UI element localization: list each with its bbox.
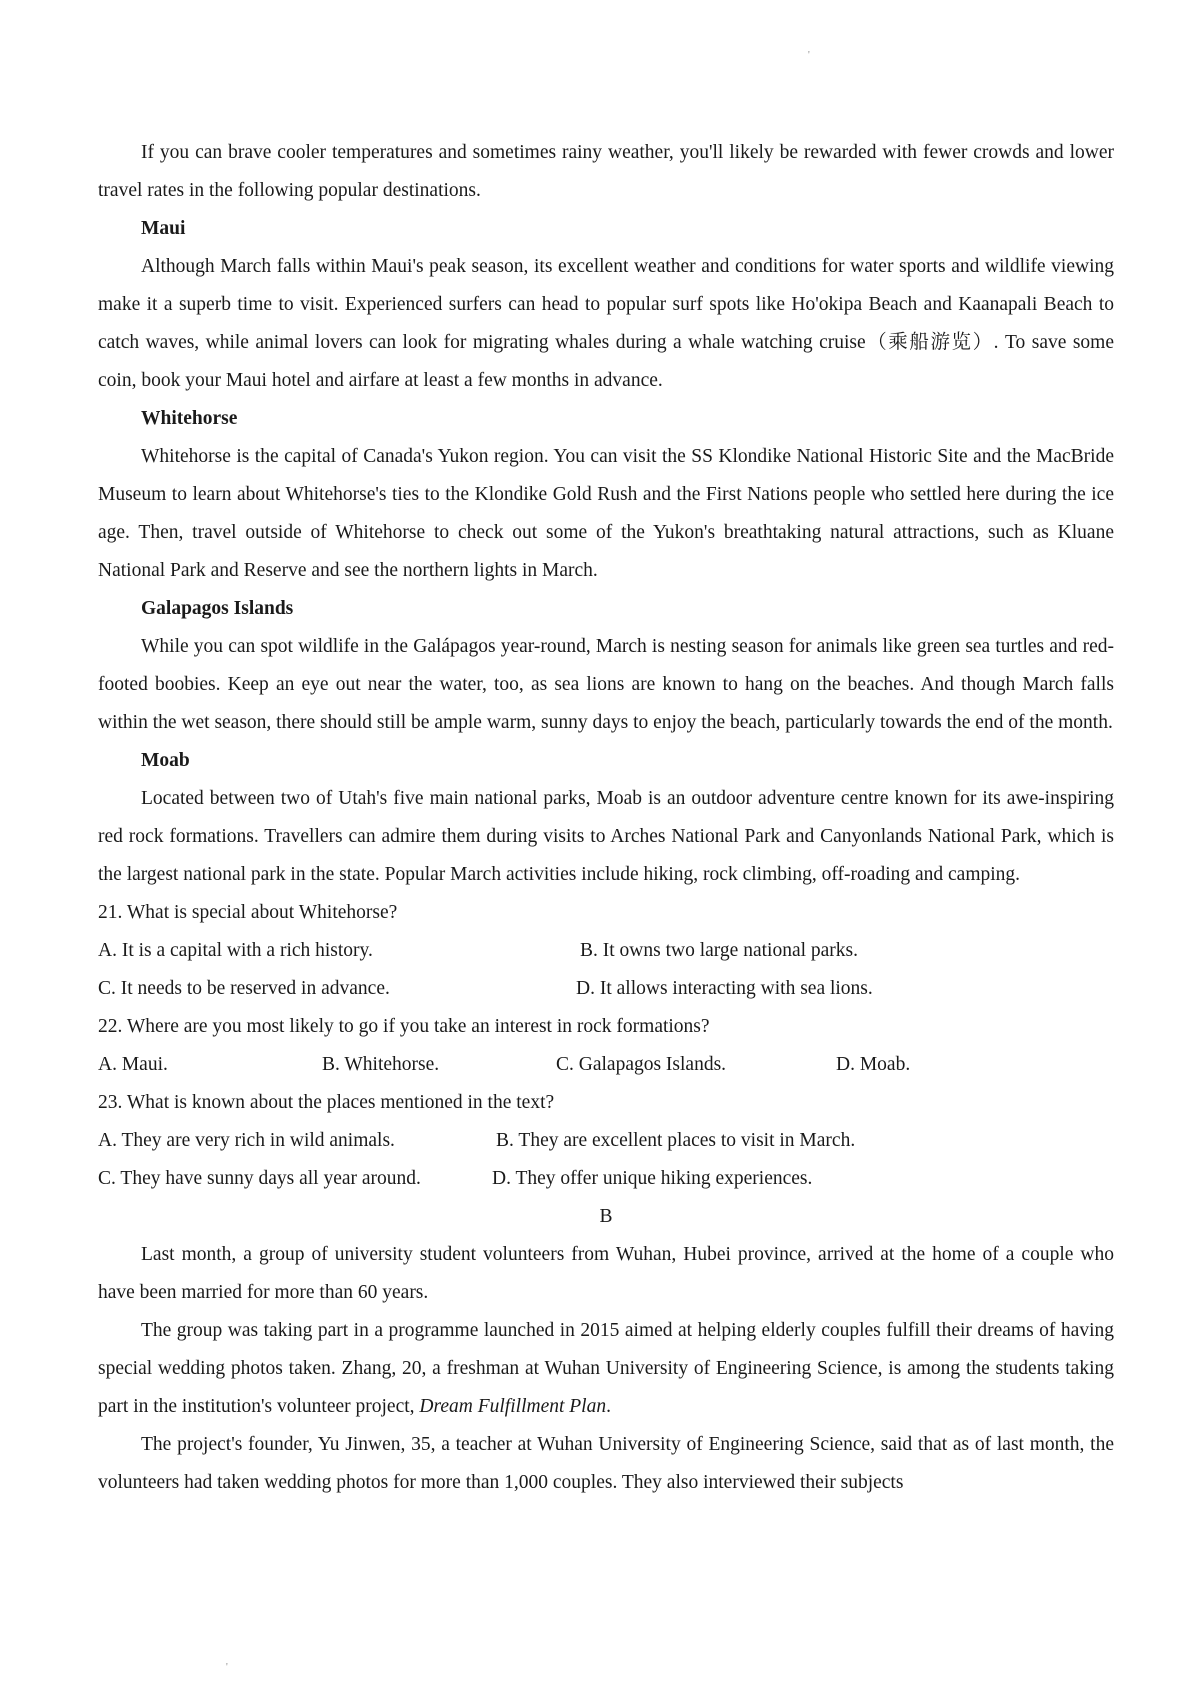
question-21-options-row2 xyxy=(98,970,1114,1008)
section-b-paragraph-2-end: . xyxy=(606,1396,611,1417)
question-21-stem: 21. What is special about Whitehorse? xyxy=(98,902,398,923)
section-b-paragraph-1: Last month, a group of university student volunteers from Wuhan, Hubei province, arrived at the home of a couple who have been married for more than 60 years. xyxy=(98,1244,1114,1303)
question-21-option-b: B. It owns two large national parks. xyxy=(580,940,859,961)
question-23-option-c: C. They have sunny days all year around. xyxy=(98,1168,421,1189)
scan-mark: ' xyxy=(808,50,810,61)
question-21-option-d: D. It allows interacting with sea lions. xyxy=(576,978,873,999)
section-b-label: B xyxy=(599,1206,613,1227)
question-22-option-c: C. Galapagos Islands. xyxy=(556,1054,727,1075)
question-21-options-row1 xyxy=(98,932,1114,970)
heading-moab: Moab xyxy=(141,750,190,771)
scan-mark-bottom: ' xyxy=(226,1662,228,1673)
question-23-options-row2 xyxy=(98,1160,1114,1198)
question-22-option-a: A. Maui. xyxy=(98,1054,168,1075)
section-b-paragraph-2-main: The group was taking part in a programme launched in 2015 aimed at helping elderly couples fulfill their dreams of having special wedding photos taken. Zhang, 20, a freshman at Wuhan University of Engineering Science, is among the students taking part in the institution's volunteer project, xyxy=(98,1320,1114,1417)
section-b-paragraph-3: The project's founder, Yu Jinwen, 35, a teacher at Wuhan University of Engineering Science, said that as of last month, the volunteers had taken wedding photos for more than 1,000 couples. They also interviewed their subjects xyxy=(98,1434,1114,1493)
section-b-paragraph-2 xyxy=(98,1312,1114,1426)
paragraph-galapagos: While you can spot wildlife in the Galápagos year-round, March is nesting season for animals like green sea turtles and red-footed boobies. Keep an eye out near the water, too, as sea lions are known to hang on the beaches. And though March falls within the wet season, there should still be ample warm, sunny days to enjoy the beach, particularly towards the end of the month. xyxy=(98,636,1114,733)
document-page xyxy=(98,134,1114,1502)
question-22-stem: 22. Where are you most likely to go if you take an interest in rock formations? xyxy=(98,1016,710,1037)
paragraph-maui: Although March falls within Maui's peak season, its excellent weather and conditions for water sports and wildlife viewing make it a superb time to visit. Experienced surfers can head to popular surf spots like Ho'okipa Beach and Kaanapali Beach to catch waves, while animal lovers can look for migrating whales during a whale watching cruise（乘船游览）. To save some coin, book your Maui hotel and airfare at least a few months in advance. xyxy=(98,256,1114,391)
question-22-option-b: B. Whitehorse. xyxy=(322,1054,440,1075)
heading-galapagos: Galapagos Islands xyxy=(141,598,294,619)
heading-whitehorse: Whitehorse xyxy=(141,408,238,429)
question-23-option-d: D. They offer unique hiking experiences. xyxy=(492,1168,813,1189)
question-21-option-c: C. It needs to be reserved in advance. xyxy=(98,978,390,999)
project-title: Dream Fulfillment Plan xyxy=(419,1396,607,1417)
question-23-stem: 23. What is known about the places mentioned in the text? xyxy=(98,1092,555,1113)
question-23-options-row1 xyxy=(98,1122,1114,1160)
question-23-option-a: A. They are very rich in wild animals. xyxy=(98,1130,395,1151)
paragraph-moab: Located between two of Utah's five main national parks, Moab is an outdoor adventure centre known for its awe-inspiring red rock formations. Travellers can admire them during visits to Arches National Park and Canyonlands National Park, which is the largest national park in the state. Popular March activities include hiking, rock climbing, off-roading and camping. xyxy=(98,788,1114,885)
heading-maui: Maui xyxy=(141,218,186,239)
paragraph-whitehorse: Whitehorse is the capital of Canada's Yukon region. You can visit the SS Klondike National Historic Site and the MacBride Museum to learn about Whitehorse's ties to the Klondike Gold Rush and the First Nations people who settled here during the ice age. Then, travel outside of Whitehorse to check out some of the Yukon's breathtaking natural attractions, such as Kluane National Park and Reserve and see the northern lights in March. xyxy=(98,446,1114,581)
question-22-option-d: D. Moab. xyxy=(836,1054,911,1075)
question-23-option-b: B. They are excellent places to visit in March. xyxy=(496,1130,856,1151)
intro-paragraph: If you can brave cooler temperatures and sometimes rainy weather, you'll likely be rewarded with fewer crowds and lower travel rates in the following popular destinations. xyxy=(98,142,1114,201)
question-21-option-a: A. It is a capital with a rich history. xyxy=(98,940,373,961)
question-22-options-row xyxy=(98,1046,1114,1084)
